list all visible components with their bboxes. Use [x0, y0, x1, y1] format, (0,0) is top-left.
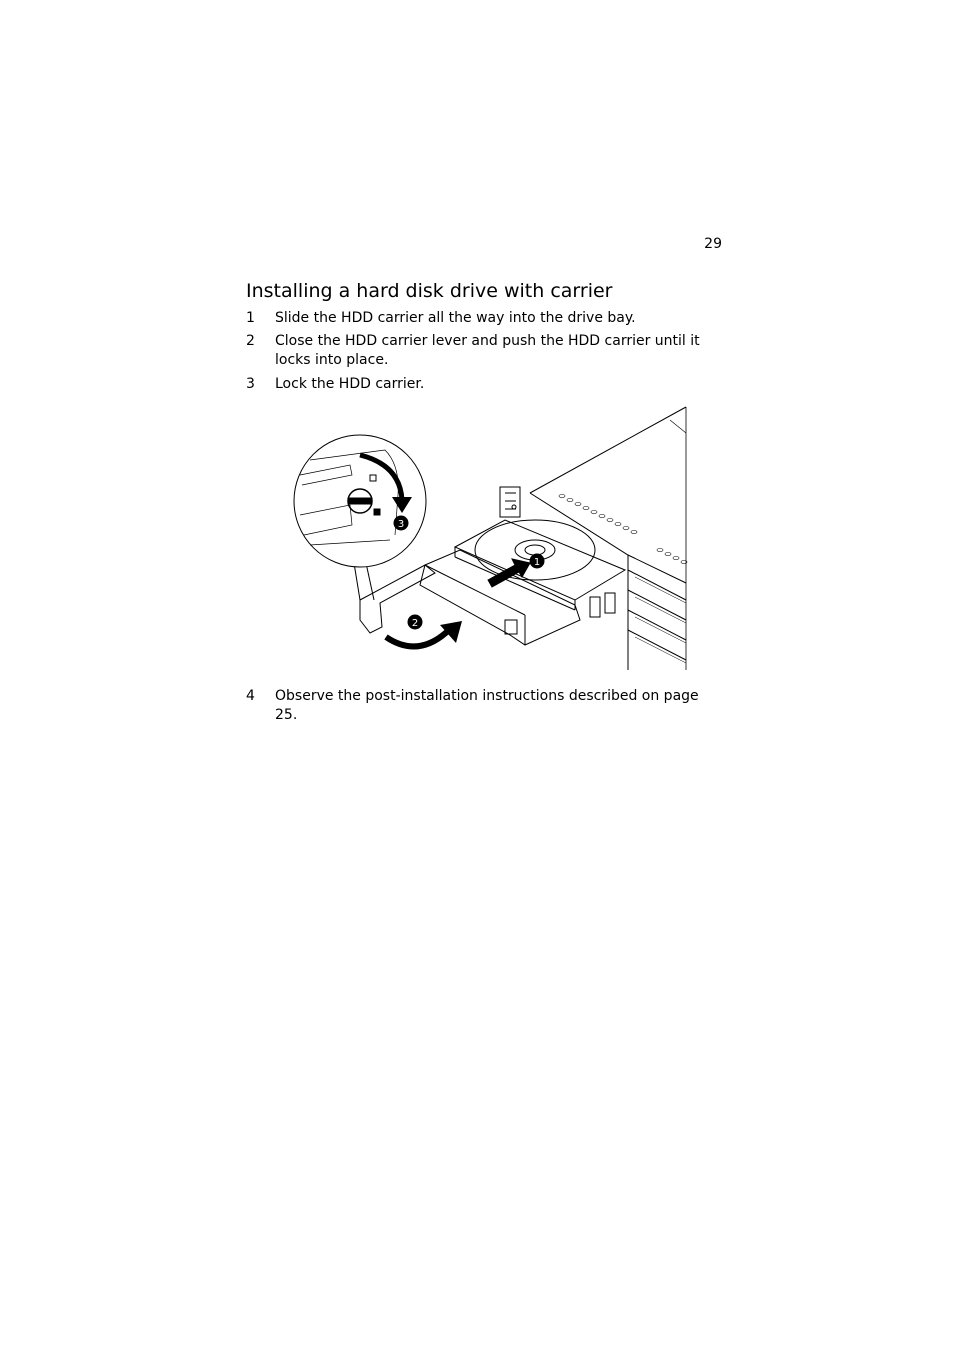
- push-arrow-icon: [488, 559, 530, 587]
- page-number: 29: [704, 236, 722, 252]
- step-text: Slide the HDD carrier all the way into the drive bay.: [275, 310, 636, 326]
- carrier-lever: [360, 565, 435, 633]
- callout-3: [394, 516, 408, 530]
- hdd-carrier-installation-illustration: [290, 405, 690, 675]
- callout-3-label: 3: [397, 519, 405, 530]
- callout-2-label: 2: [411, 618, 419, 629]
- section-heading: Installing a hard disk drive with carrier: [246, 280, 613, 302]
- callout-2: [408, 615, 422, 629]
- step-number: 3: [246, 376, 255, 392]
- server-chassis: [500, 407, 687, 670]
- hdd-installation-figure: [290, 405, 690, 675]
- step-text: Observe the post-installation instructions described on page 25.: [275, 688, 699, 723]
- callout-1-label: 1: [533, 557, 541, 568]
- step-number: 2: [246, 333, 255, 349]
- callout-1: [530, 554, 544, 568]
- step-text: Close the HDD carrier lever and push the HDD carrier until it locks into place.: [275, 333, 700, 368]
- step-text: Lock the HDD carrier.: [275, 376, 425, 392]
- rotate-arrow-icon: [386, 621, 462, 646]
- step-number: 4: [246, 688, 255, 704]
- step-number: 1: [246, 310, 255, 326]
